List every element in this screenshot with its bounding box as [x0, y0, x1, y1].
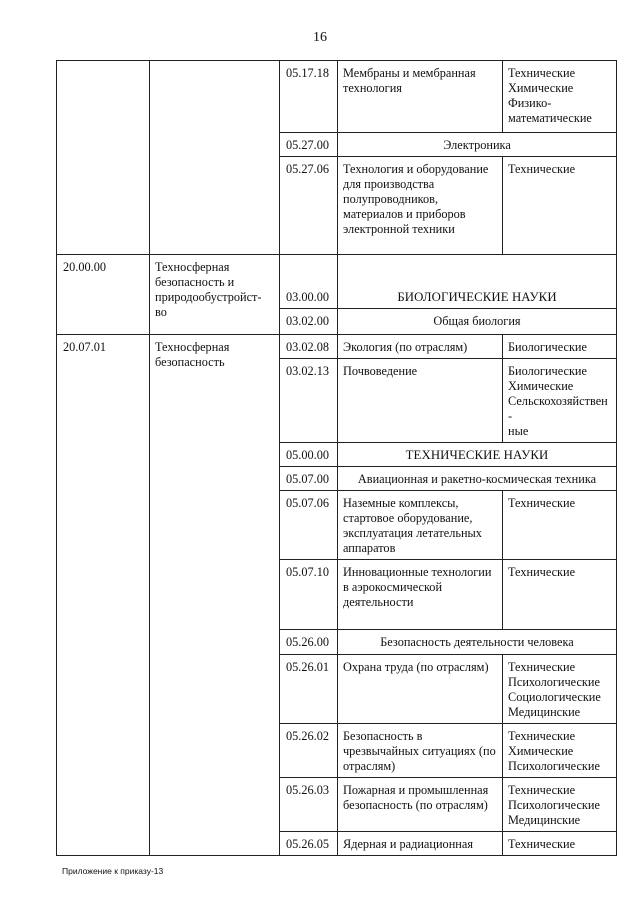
specialty-name: Мембраны и мембранная технология — [338, 61, 503, 133]
specialty-code: 05.07.10 — [280, 560, 338, 630]
specialty-code: 05.26.02 — [280, 724, 338, 778]
specialty-code: 05.26.01 — [280, 655, 338, 724]
science-branches: Технические — [503, 832, 617, 856]
section-code: 03.02.00 — [280, 309, 338, 335]
specialty-code: 03.02.13 — [280, 359, 338, 443]
science-branches: Технические Психологические Медицинские — [503, 778, 617, 832]
section-title: Общая биология — [338, 309, 617, 335]
enlarged-group-name: Техносферная безопасность и природообустройст- во — [150, 255, 280, 335]
specialty-code: 03.02.08 — [280, 335, 338, 359]
section-code: 05.00.00 — [280, 443, 338, 467]
specialty-code: 05.26.03 — [280, 778, 338, 832]
specialties-table — [56, 60, 617, 856]
section-code: 05.27.00 — [280, 133, 338, 157]
section-title: Авиационная и ракетно-космическая техника — [338, 467, 617, 491]
science-branches: Технические Химические Психологические — [503, 724, 617, 778]
table-row — [57, 255, 617, 309]
section-code: 03.00.00 — [280, 255, 338, 309]
science-branches: Технические — [503, 560, 617, 630]
science-branches: Биологические — [503, 335, 617, 359]
specialty-name: Охрана труда (по отраслям) — [338, 655, 503, 724]
specialty-name: Инновационные технологии в аэрокосмической деятельности — [338, 560, 503, 630]
science-branches: Технические Химические Физико- математические — [503, 61, 617, 133]
section-code: 05.26.00 — [280, 630, 338, 655]
specialty-name: Безопасность в чрезвычайных ситуациях (по отраслям) — [338, 724, 503, 778]
specialty-name: Экология (по отраслям) — [338, 335, 503, 359]
specialty-code: 05.27.06 — [280, 157, 338, 255]
page-number: 16 — [313, 30, 327, 45]
footer-note: Приложение к приказу-13 — [62, 866, 164, 876]
science-branches: Технические — [503, 157, 617, 255]
section-title: Электроника — [338, 133, 617, 157]
enlarged-group-code: 20.07.01 — [57, 335, 150, 856]
science-branches: Биологические Химические Сельскохозяйствен- ные — [503, 359, 617, 443]
enlarged-group-name-cell — [150, 61, 280, 255]
specialty-name: Почвоведение — [338, 359, 503, 443]
section-title: БИОЛОГИЧЕСКИЕ НАУКИ — [338, 255, 617, 309]
specialty-code: 05.17.18 — [280, 61, 338, 133]
table-row — [57, 335, 617, 359]
enlarged-group-code: 20.00.00 — [57, 255, 150, 335]
table-row — [57, 61, 617, 133]
enlarged-group-name: Техносферная безопасность — [150, 335, 280, 856]
section-title: Безопасность деятельности человека — [338, 630, 617, 655]
science-branches: Технические Психологические Социологические Медицинские — [503, 655, 617, 724]
specialty-name: Технология и оборудование для производства полупроводников, материалов и приборов электронной техники — [338, 157, 503, 255]
specialty-name: Наземные комплексы, стартовое оборудование, эксплуатация летательных аппаратов — [338, 491, 503, 560]
specialty-code: 05.07.06 — [280, 491, 338, 560]
specialty-name: Ядерная и радиационная — [338, 832, 503, 856]
enlarged-group-code-cell — [57, 61, 150, 255]
specialty-code: 05.26.05 — [280, 832, 338, 856]
section-code: 05.07.00 — [280, 467, 338, 491]
science-branches: Технические — [503, 491, 617, 560]
specialty-name: Пожарная и промышленная безопасность (по отраслям) — [338, 778, 503, 832]
section-title: ТЕХНИЧЕСКИЕ НАУКИ — [338, 443, 617, 467]
